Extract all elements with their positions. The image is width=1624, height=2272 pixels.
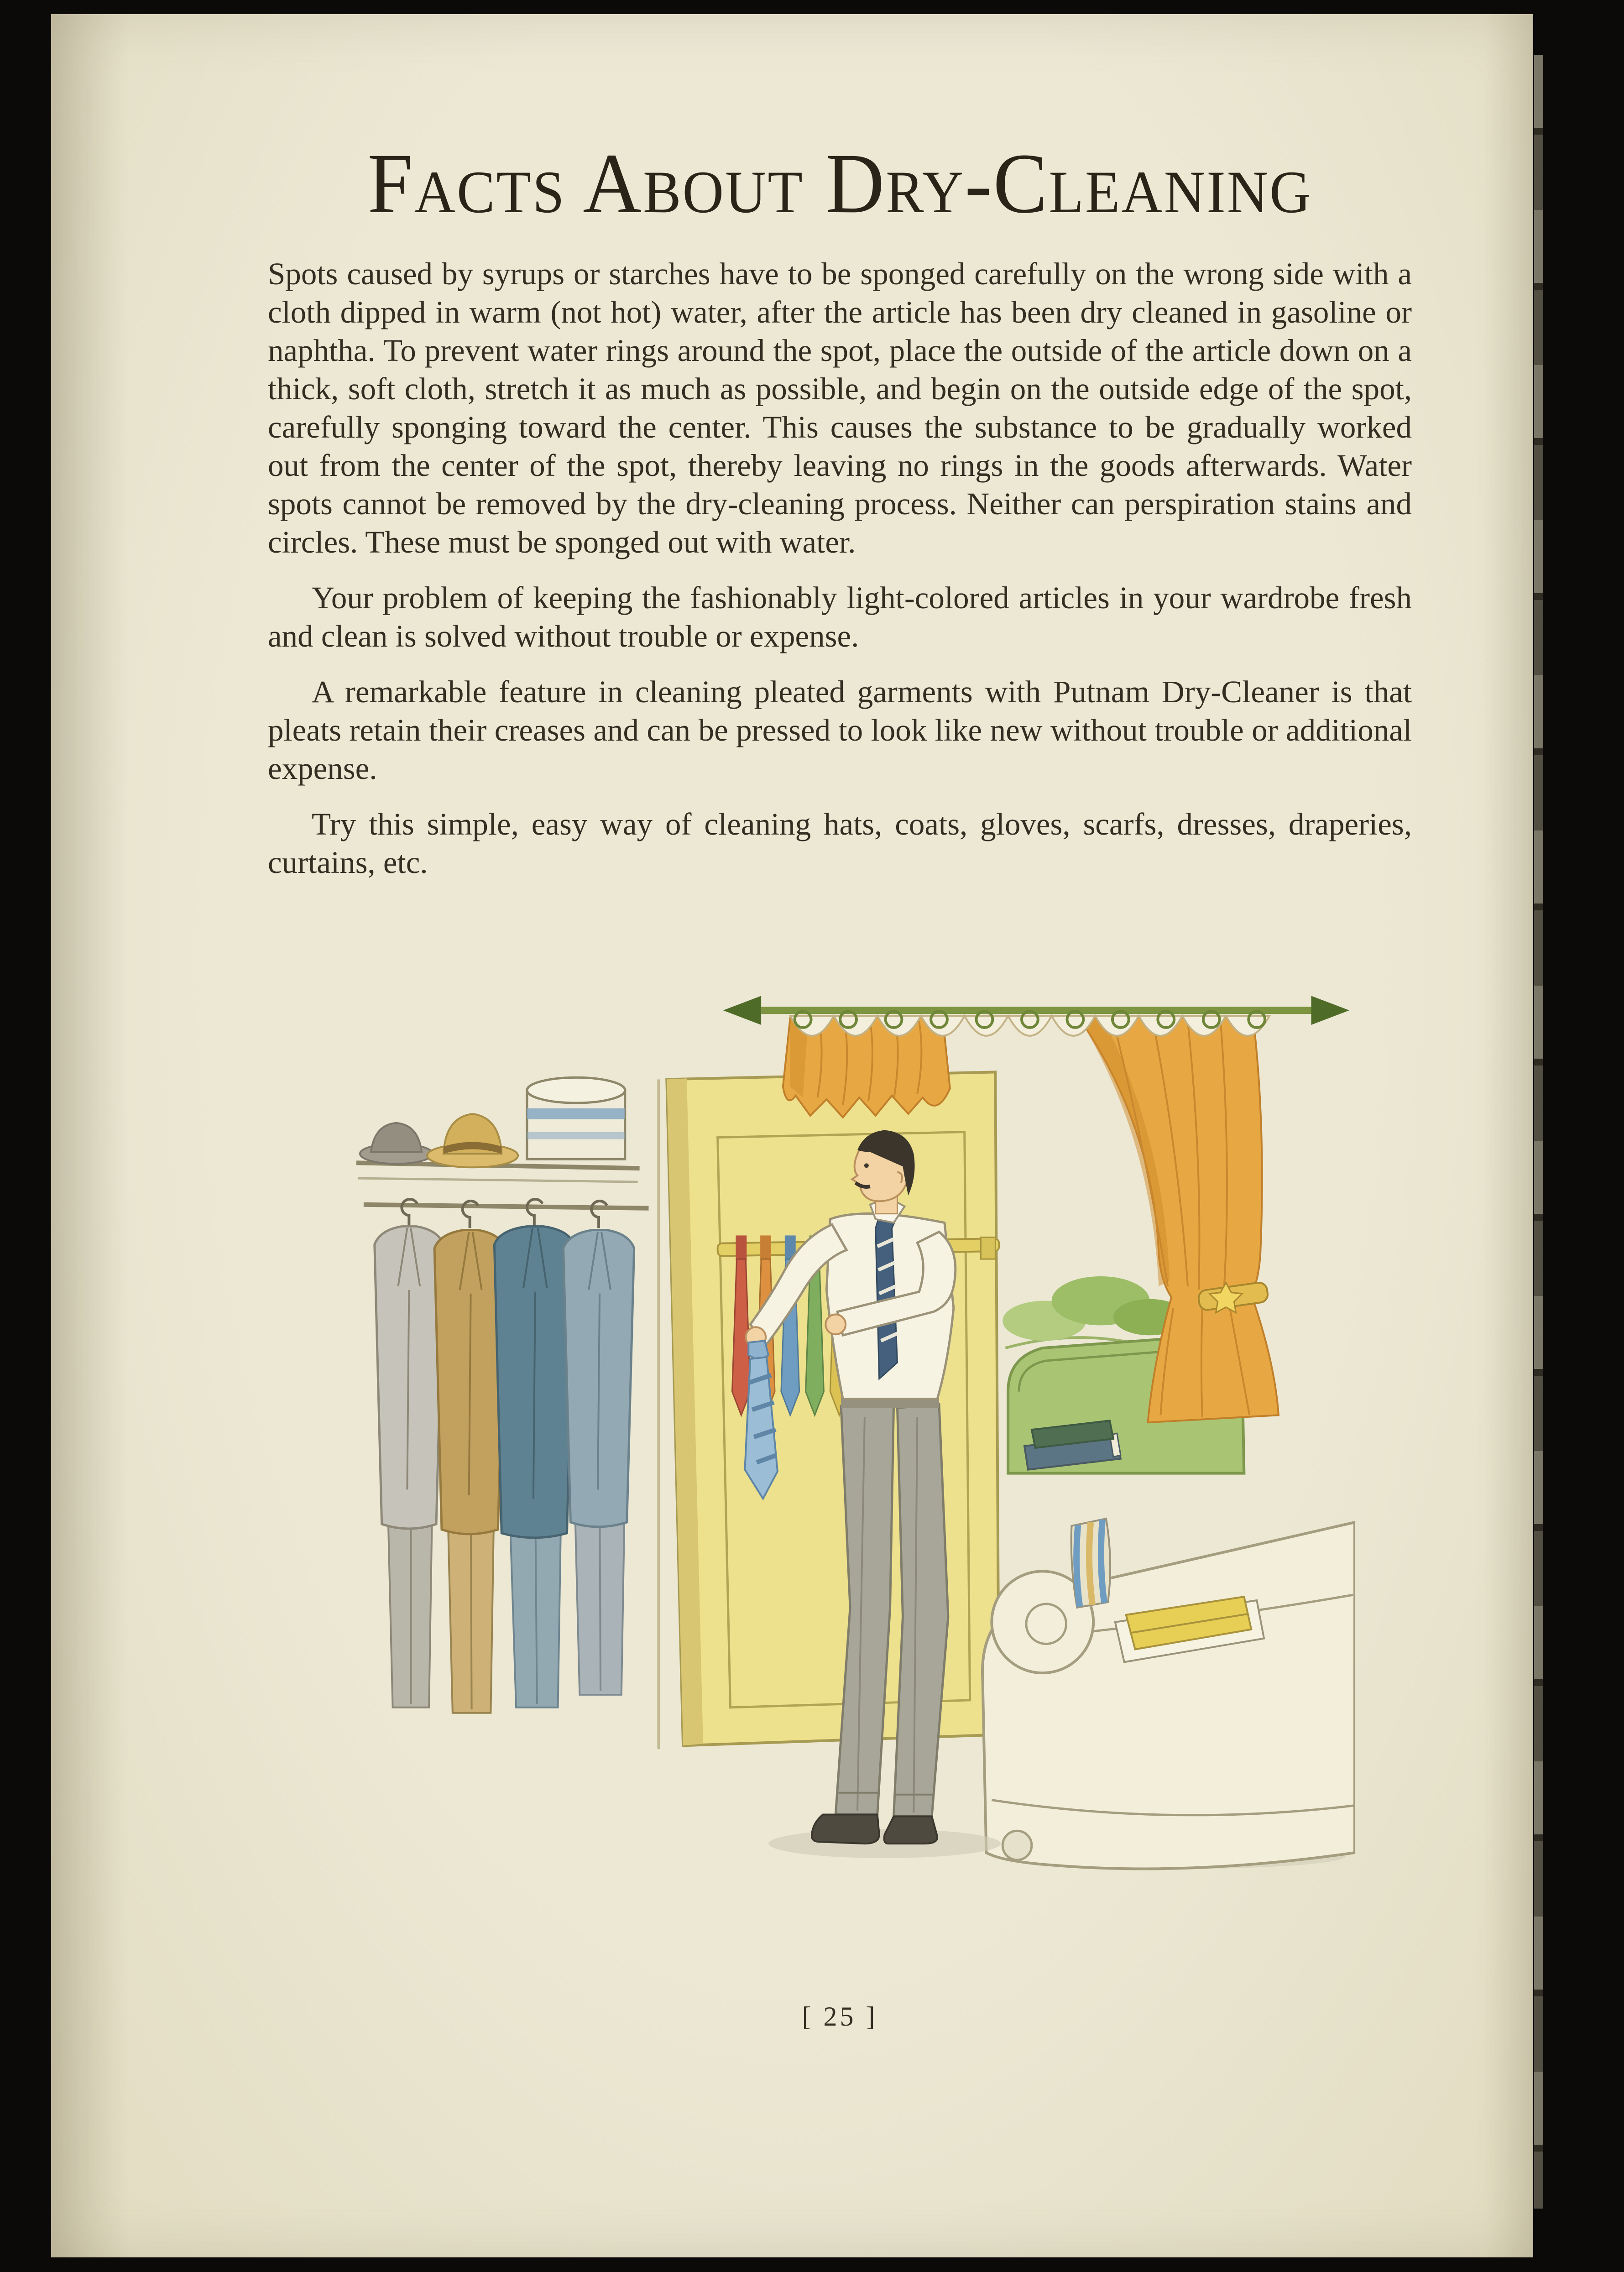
hat-box	[527, 1078, 625, 1160]
armchair	[982, 1522, 1355, 1869]
jacket-teal	[494, 1227, 574, 1538]
rod-finial-left	[723, 996, 762, 1025]
eye	[864, 1164, 869, 1168]
closet-door	[667, 1072, 999, 1746]
page-edge-texture	[1534, 55, 1543, 2209]
illustration-svg	[356, 980, 1355, 1900]
jacket-gray	[375, 1227, 444, 1529]
gray-hat	[360, 1123, 433, 1164]
jacket-slate	[564, 1230, 634, 1527]
body-text	[268, 255, 1412, 882]
illustration-closet-scene	[356, 980, 1355, 1900]
shoes	[812, 1815, 937, 1844]
paragraph-problem: Your problem of keeping the fashionably light-colored articles in your wardrobe fresh and clean is solved without trouble or expense.	[268, 580, 1412, 654]
scarf	[1071, 1519, 1110, 1608]
rod-finial-right	[1311, 996, 1350, 1025]
window-view	[1003, 1276, 1186, 1348]
page-number: [ 25 ]	[802, 2001, 878, 2032]
right-hand	[825, 1315, 846, 1335]
book-page	[51, 14, 1533, 2257]
paragraph-try: Try this simple, easy way of cleaning hats, coats, gloves, scarfs, dresses, draperies, curtains, etc.	[268, 807, 1412, 880]
paragraph-spots: Spots caused by syrups or starches have to be sponged carefully on the wrong side with a cloth dipped in warm (not hot) water, after the article has been dry cleaned in gasoline or naphtha. To prevent water rings around the spot, place the outside of the article down on a thick, soft cloth, stretch it as much as possible, and begin on the outside edge of the spot, carefully sponging toward the center. This causes the substance to be gradually worked out from the center of the spot, thereby leaving no rings in the goods afterwards. Water spots cannot be removed by the dry-cleaning process. Neither can perspiration stains and circles. These must be sponged out with water.	[268, 256, 1412, 560]
hanging-jackets	[375, 1199, 634, 1538]
paragraph-pleats: A remarkable feature in cleaning pleated garments with Putnam Dry-Cleaner is that pleats retain their creases and can be pressed to look like new without trouble or additional expense.	[268, 674, 1412, 786]
page-title: Facts About Dry-Cleaning	[367, 136, 1312, 231]
valance-scallops	[790, 1016, 1269, 1036]
fedora-hat	[427, 1114, 518, 1167]
